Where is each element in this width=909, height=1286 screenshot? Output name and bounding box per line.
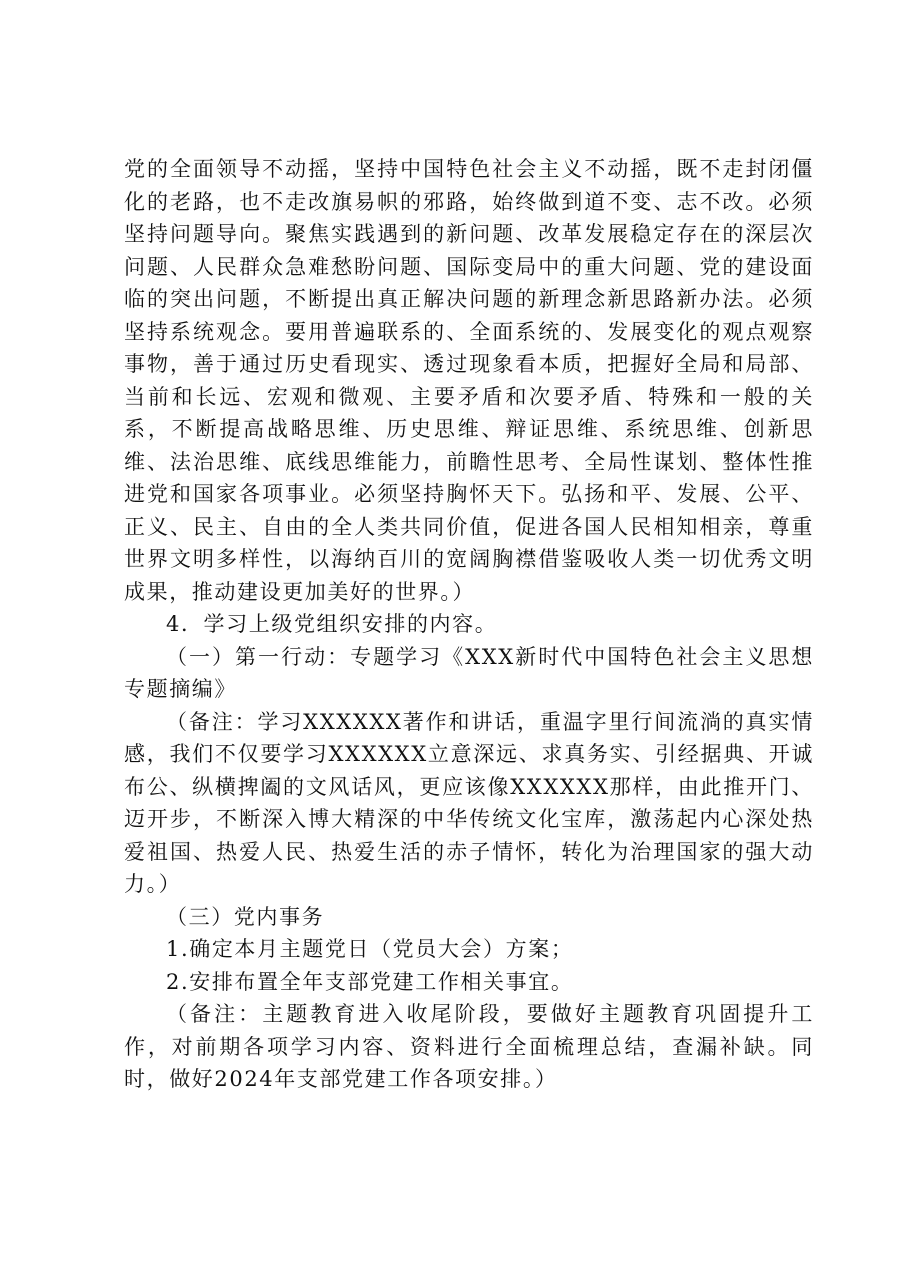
continuation-paragraph: 党的全面领导不动摇，坚持中国特色社会主义不动摇，既不走封闭僵化的老路，也不走改旗易帜的邪路，始终做到道不变、志不改。必须坚持问题导向。聚焦实践遇到的新问题、改革发展稳定存在的深层次问题、人民群众急难愁盼问题、国际变局中的重大问题、党的建设面临的突出问题，不断提出真正解决问题的新理念新思路新办法。必须坚持系统观念。要用普遍联系的、全面系统的、发展变化的观点观察事物，善于通过历史看现实、透过现象看本质，把握好全局和局部、当前和长远、宏观和微观、主要矛盾和次要矛盾、特殊和一般的关系，不断提高战略思维、历史思维、辩证思维、系统思维、创新思维、法治思维、底线思维能力，前瞻性思考、全局性谋划、整体性推进党和国家各项事业。必须坚持胸怀天下。弘扬和平、发展、公平、正义、民主、自由的全人类共同价值，促进各国人民相知相亲，尊重世界文明多样性，以海纳百川的宽阔胸襟借鉴吸收人类一切优秀文明成果，推动建设更加美好的世界。）: [124, 157, 814, 604]
item-4-paragraph: 4．学习上级党组织安排的内容。: [166, 612, 498, 636]
section-three-heading: （三）党内事务: [166, 904, 325, 929]
note-2-paragraph: （备注：主题教育进入收尾阶段，要做好主题教育巩固提升工作，对前期各项学习内容、资料进行全面梳理总结，查漏补缺。同时，做好2024年支部党建工作各项安排。）: [124, 1002, 814, 1091]
action-one-heading: （一）第一行动：专题学习《XXX新时代中国特色社会主义思想专题摘编》: [124, 644, 814, 701]
note-1-paragraph: （备注：学习XXXXXX著作和讲话，重温字里行间流淌的真实情感，我们不仅要学习XXXXXX立意深远、求真务实、引经据典、开诚布公、纵横捭阖的文风话风，更应该像XXXXXX那样，由此推开门、迈开步，不断深入博大精深的中华传统文化宝库，激荡起内心深处热爱祖国、热爱人民、热爱生活的赤子情怀，转化为治理国家的强大动力。）: [124, 709, 814, 896]
task-1-item: 1.确定本月主题党日（党员大会）方案；: [166, 937, 574, 961]
task-2-item: 2.安排布置全年支部党建工作相关事宜。: [166, 969, 574, 994]
document-body: [124, 153, 814, 1096]
